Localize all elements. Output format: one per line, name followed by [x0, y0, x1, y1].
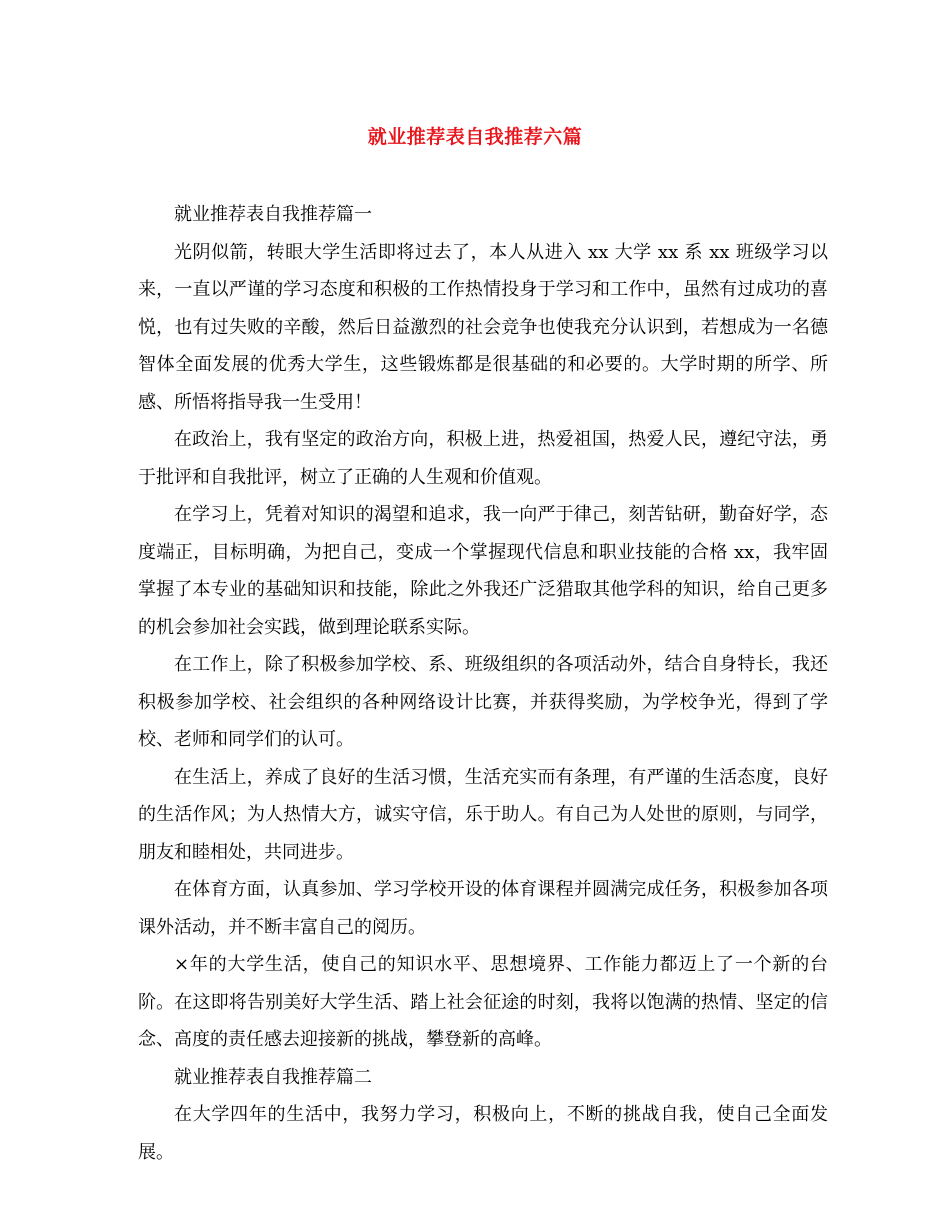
paragraph-life: 在生活上，养成了良好的生活习惯，生活充实而有条理，有严谨的生活态度，良好的生活作风；为人热情大方，诚实守信，乐于助人。有自己为人处世的原则，与同学，朋友和睦相处，共同进步。 [138, 766, 828, 863]
paragraph-intro: 光阴似箭，转眼大学生活即将过去了，本人从进入 xx 大学 xx 系 xx 班级学习以来，一直以严谨的学习态度和积极的工作热情投身于学习和工作中，虽然有过成功的喜悦，也有过失败的辛酸，然后日益激烈的社会竞争也使我充分认识到，若想成为一名德智体全面发展的优秀大学生，这些锻炼都是很基础的和必要的。大学时期的所学、所感、所悟将指导我一生受用！ [138, 241, 828, 413]
paragraph-politics: 在政治上，我有坚定的政治方向，积极上进，热爱祖国，热爱人民，遵纪守法，勇于批评和自我批评，树立了正确的人生观和价值观。 [138, 429, 828, 488]
paragraph-sports: 在体育方面，认真参加、学习学校开设的体育课程并圆满完成任务，积极参加各项课外活动，并不断丰富自己的阅历。 [138, 879, 828, 938]
section-heading-2: 就业推荐表自我推荐篇二 [174, 1066, 372, 1088]
paragraph-summary: ×年的大学生活，使自己的知识水平、思想境界、工作能力都迈上了一个新的台阶。在这即将告别美好大学生活、踏上社会征途的时刻，我将以饱满的热情、坚定的信念、高度的责任感去迎接新的挑战，攀登新的高峰。 [138, 954, 828, 1050]
document-body [138, 196, 828, 1171]
paragraph-work: 在工作上，除了积极参加学校、系、班级组织的各项活动外，结合自身特长，我还积极参加学校、社会组织的各种网络设计比赛，并获得奖励，为学校争光，得到了学校、老师和同学们的认可。 [138, 654, 828, 750]
section-heading-1: 就业推荐表自我推荐篇一 [174, 204, 372, 225]
paragraph-study: 在学习上，凭着对知识的渴望和追求，我一向严于律己，刻苦钻研，勤奋好学，态度端正，目标明确，为把自己，变成一个掌握现代信息和职业技能的合格 xx，我牢固掌握了本专业的基础知识和技能，除此之外我还广泛猎取其他学科的知识，给自己更多的机会参加社会实践，做到理论联系实际。 [138, 504, 828, 638]
paragraph-part2-intro: 在大学四年的生活中，我努力学习，积极向上，不断的挑战自我，使自己全面发展。 [138, 1104, 828, 1163]
document-title: 就业推荐表自我推荐六篇 [367, 126, 583, 148]
